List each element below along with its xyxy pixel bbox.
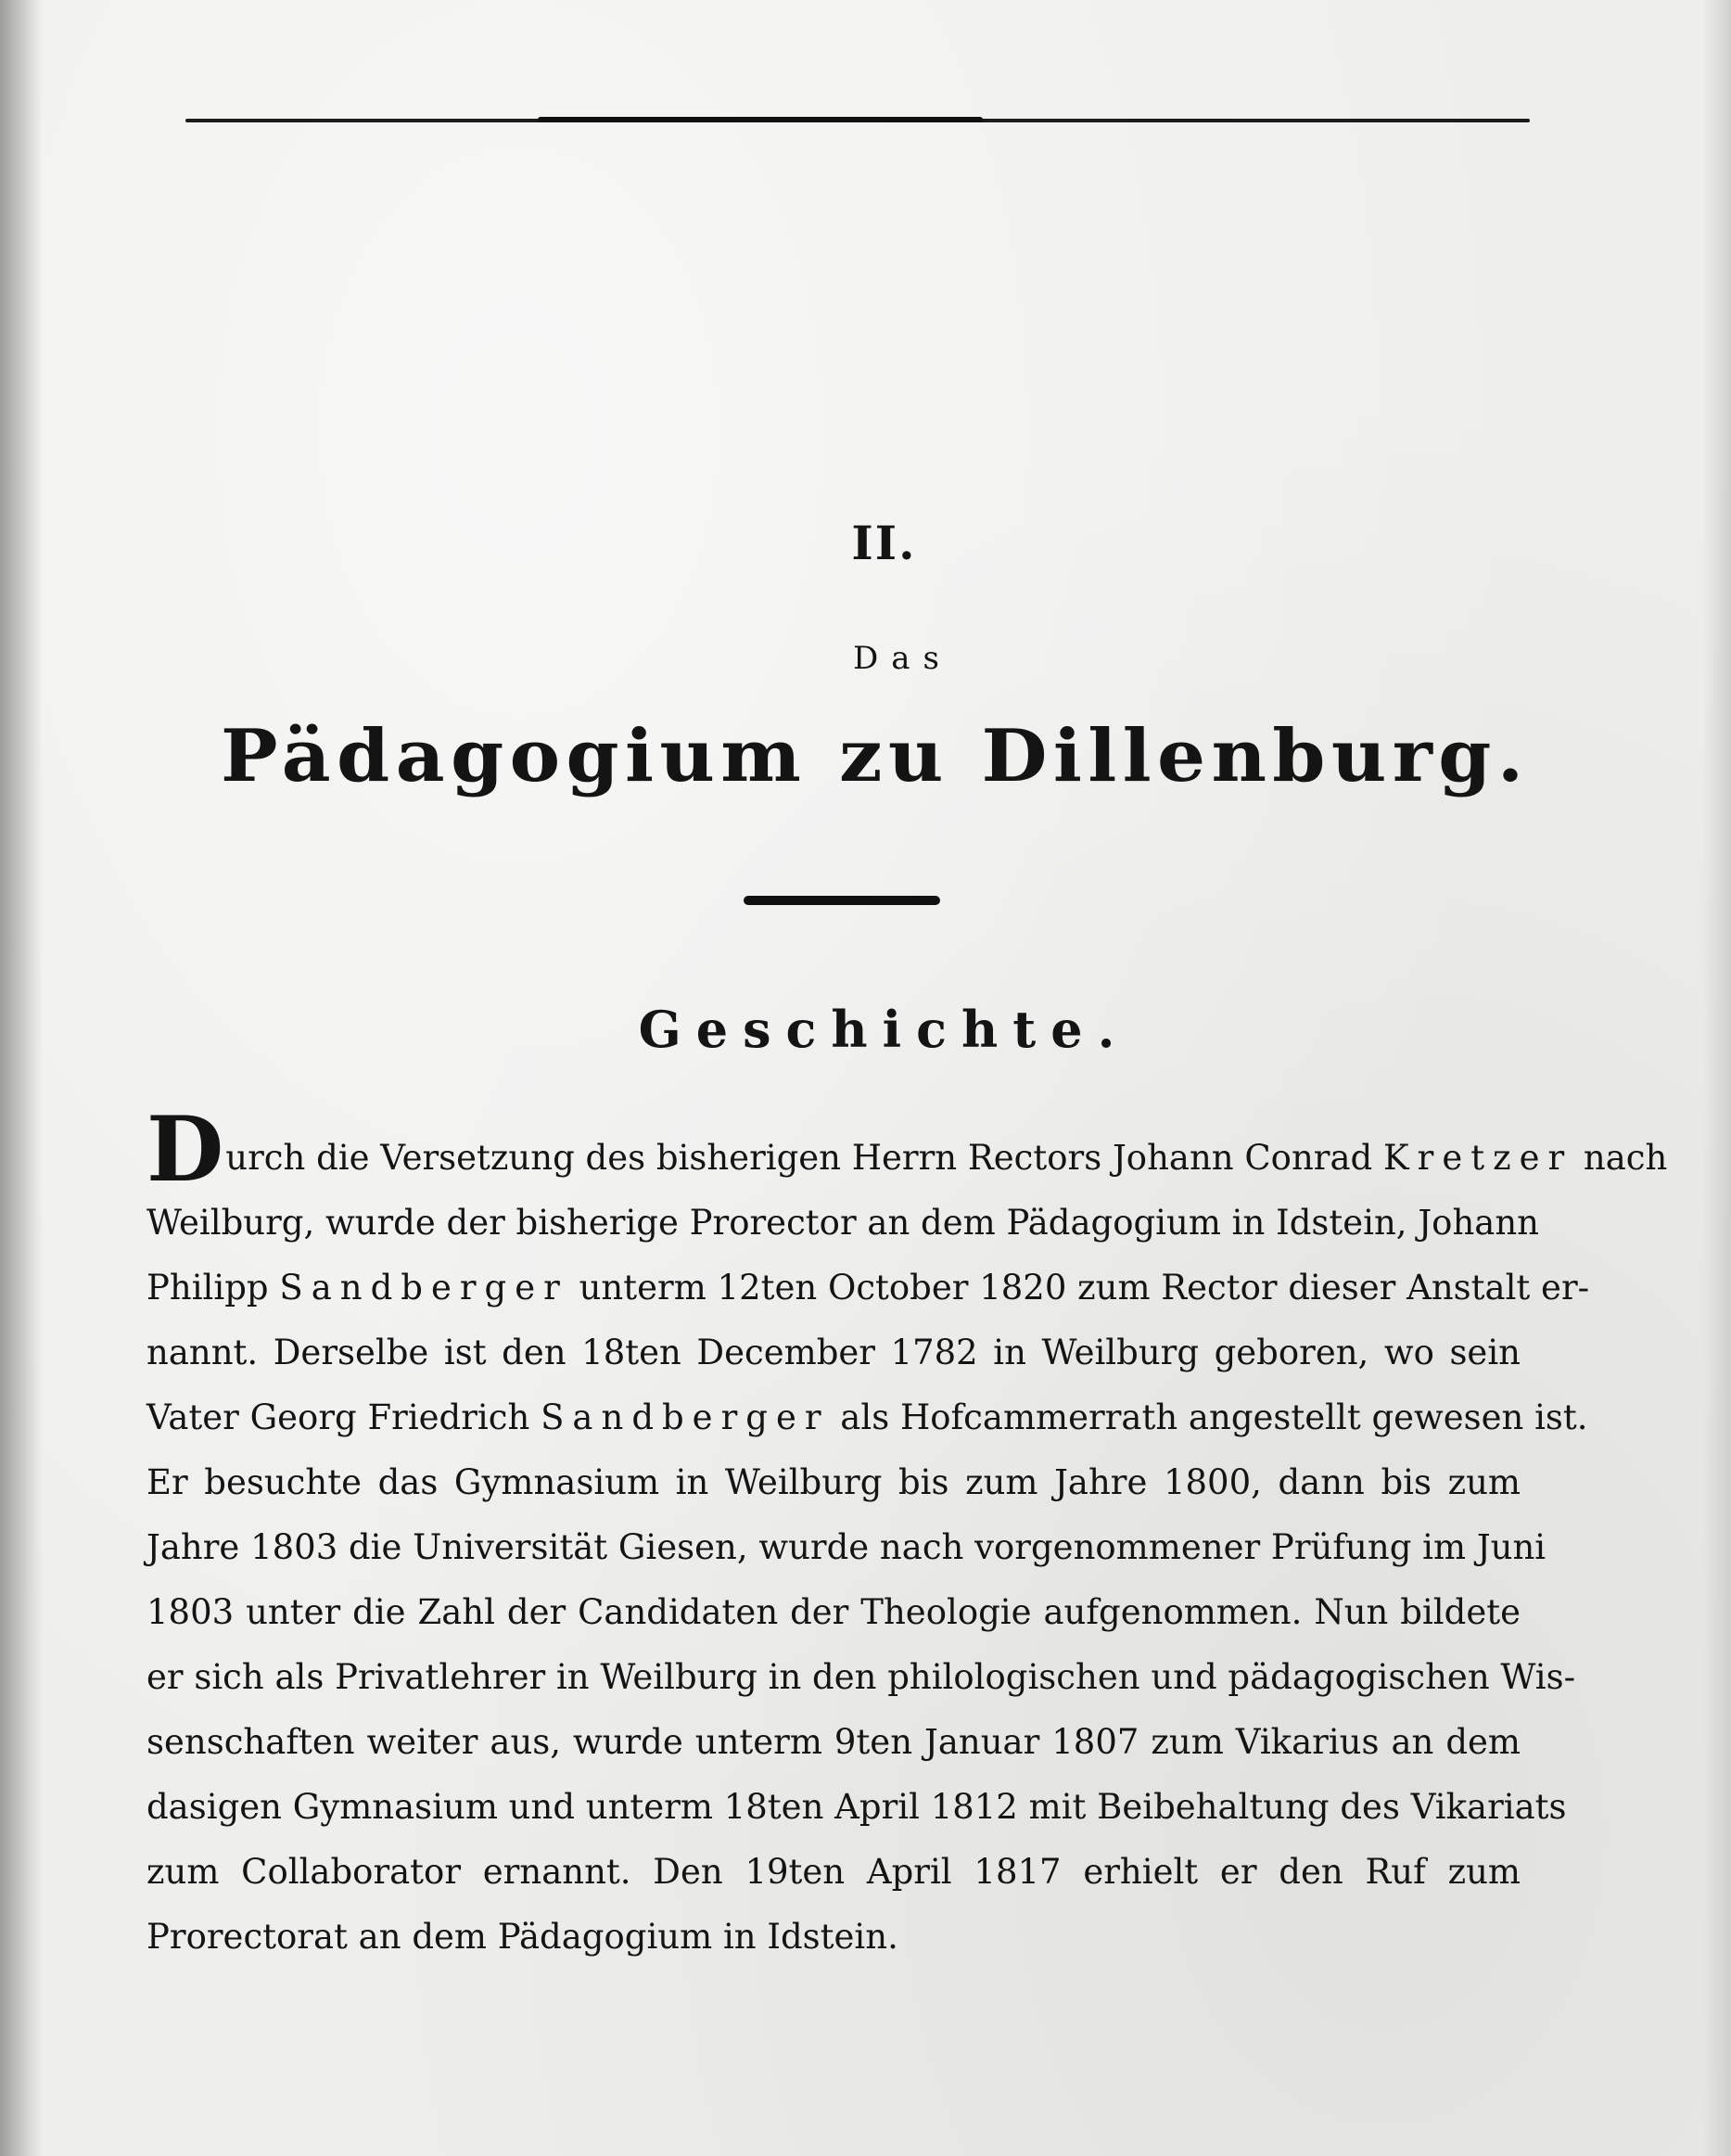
- text-line: Jahre 1803 die Universität Giesen, wurde nach vorgenommener Prüfung im Juni: [146, 1527, 1546, 1567]
- section-subtitle: Geschichte.: [638, 1000, 1130, 1059]
- heading-article: Das: [853, 640, 952, 677]
- text-line-part: unterm 12ten October 1820 zum Rector dieser Anstalt er-: [567, 1268, 1590, 1308]
- text-line: zum Collaborator ernannt. Den 19ten April 1817 erhielt er den Ruf zum: [146, 1852, 1521, 1892]
- drop-cap: D: [146, 1097, 224, 1202]
- text-line: senschaften weiter aus, wurde unterm 9ten Januar 1807 zum Vikarius an dem: [146, 1722, 1521, 1762]
- spaced-name: Sandberger: [279, 1268, 568, 1308]
- text-line: Weilburg, wurde der bisherige Prorector an dem Pädagogium in Idstein, Johann: [146, 1203, 1539, 1243]
- header-rule: [185, 119, 1530, 122]
- text-line-part: nach: [1572, 1138, 1668, 1178]
- spaced-name: Sandberger: [541, 1397, 830, 1437]
- text-line-part: als Hofcammerrath angestellt gewesen ist.: [829, 1397, 1588, 1437]
- text-line-part: Philipp: [146, 1268, 280, 1308]
- binding-shadow: [0, 0, 43, 2156]
- text-line: [146, 1097, 1668, 1202]
- chapter-title: Pädagogium zu Dillenburg.: [220, 714, 1530, 798]
- text-line: Er besuchte das Gymnasium in Weilburg bis zum Jahre 1800, dann bis zum: [146, 1462, 1521, 1502]
- title-divider: [744, 896, 940, 905]
- text-line: dasigen Gymnasium und unterm 18ten April 1812 mit Beibehaltung des Vikariats: [146, 1787, 1567, 1827]
- text-line-part: Vater Georg Friedrich: [146, 1397, 541, 1437]
- text-line: er sich als Privatlehrer in Weilburg in den philologischen und pädagogischen Wis-: [146, 1657, 1576, 1697]
- text-line-part: urch die Versetzung des bisherigen Herrn Rectors Johann Conrad: [225, 1138, 1383, 1178]
- text-line: nannt. Derselbe ist den 18ten December 1782 in Weilburg geboren, wo sein: [146, 1333, 1521, 1372]
- body-paragraph: [146, 1097, 1668, 1970]
- page-edge: [1703, 0, 1731, 2156]
- text-line: Prorectorat an dem Pädagogium in Idstein.: [146, 1917, 898, 1957]
- text-line: [146, 1256, 1590, 1320]
- spaced-name: Kretzer: [1382, 1138, 1573, 1178]
- section-number: II.: [851, 516, 917, 570]
- text-line: [146, 1385, 1588, 1450]
- text-line: 1803 unter die Zahl der Candidaten der Theologie aufgenommen. Nun bildete: [146, 1592, 1521, 1632]
